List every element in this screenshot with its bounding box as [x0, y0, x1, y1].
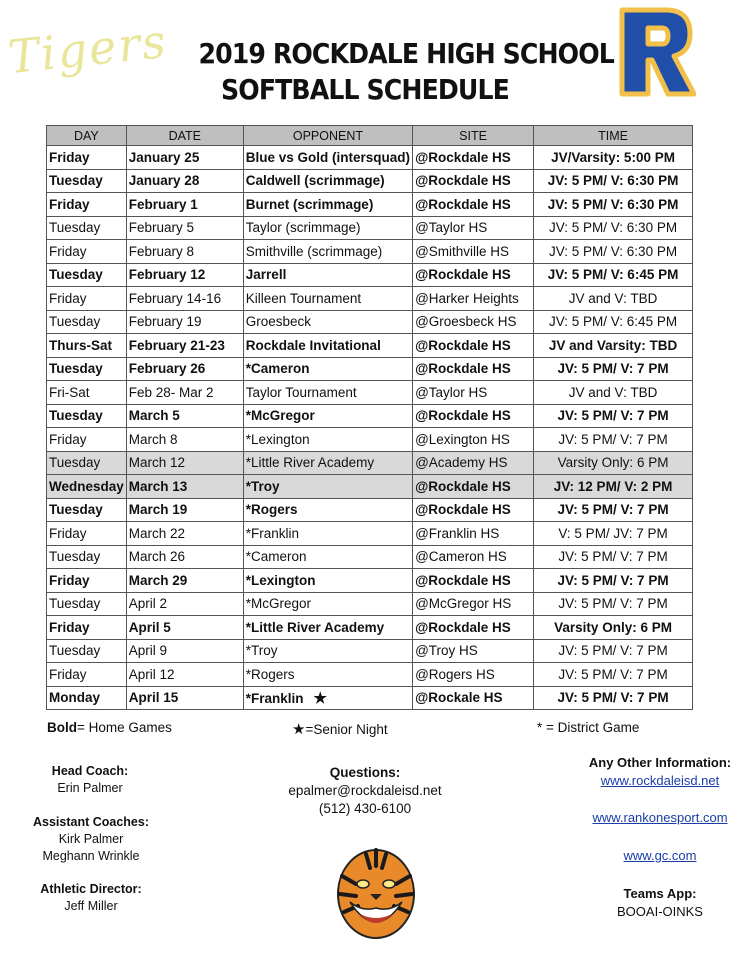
link-rankonesport[interactable]: www.rankonesport.com	[592, 810, 728, 825]
cell-time: JV: 5 PM/ V: 7 PM	[534, 357, 693, 381]
cell-site: @Rockdale HS	[413, 404, 534, 428]
table-row	[47, 428, 693, 452]
cell-date: March 26	[126, 545, 243, 569]
table-row	[47, 639, 693, 663]
cell-day: Tuesday	[47, 592, 127, 616]
cell-time: JV and V: TBD	[534, 287, 693, 311]
schedule-body	[47, 146, 693, 710]
cell-day: Tuesday	[47, 310, 127, 334]
cell-date: February 19	[126, 310, 243, 334]
title-line-1: 2019 ROCKDALE HIGH SCHOOL	[198, 37, 614, 70]
teams-app-block	[572, 885, 748, 921]
cell-time: JV: 5 PM/ V: 7 PM	[534, 663, 693, 687]
cell-opponent: Jarrell	[243, 263, 412, 287]
cell-opponent: *Lexington	[243, 569, 412, 593]
column-header-day: DAY	[47, 126, 127, 146]
cell-time: JV: 5 PM/ V: 6:30 PM	[534, 240, 693, 264]
cell-date: February 8	[126, 240, 243, 264]
tigers-logo: Tigers	[5, 13, 171, 85]
cell-day: Tuesday	[47, 498, 127, 522]
cell-opponent: *Little River Academy	[243, 451, 412, 475]
cell-time: JV: 5 PM/ V: 7 PM	[534, 404, 693, 428]
cell-date: February 26	[126, 357, 243, 381]
cell-date: Feb 28- Mar 2	[126, 381, 243, 405]
table-row	[47, 475, 693, 499]
cell-opponent: *Cameron	[243, 357, 412, 381]
cell-time: JV: 5 PM/ V: 6:30 PM	[534, 169, 693, 193]
cell-date: April 5	[126, 616, 243, 640]
table-row	[47, 451, 693, 475]
cell-date: April 12	[126, 663, 243, 687]
table-row	[47, 310, 693, 334]
cell-opponent: Blue vs Gold (intersquad)	[243, 146, 412, 170]
legend-district	[537, 720, 639, 735]
cell-day: Friday	[47, 663, 127, 687]
cell-date: April 15	[126, 686, 243, 710]
table-row	[47, 545, 693, 569]
athletic-director-label: Athletic Director:	[40, 882, 142, 896]
athletic-director-name: Jeff Miller	[64, 899, 118, 913]
cell-opponent: *McGregor	[243, 592, 412, 616]
cell-time: JV: 5 PM/ V: 7 PM	[534, 498, 693, 522]
cell-time: JV: 5 PM/ V: 7 PM	[534, 569, 693, 593]
head-coach-block	[40, 763, 140, 797]
table-row	[47, 592, 693, 616]
title-line-2: SOFTBALL SCHEDULE	[221, 73, 509, 106]
cell-site: @Smithville HS	[413, 240, 534, 264]
assistant-coaches-block	[30, 814, 152, 865]
cell-site: @Academy HS	[413, 451, 534, 475]
cell-day: Tuesday	[47, 216, 127, 240]
cell-day: Friday	[47, 616, 127, 640]
table-header-row	[47, 126, 693, 146]
cell-opponent: *Troy	[243, 475, 412, 499]
cell-opponent: *Rogers	[243, 498, 412, 522]
cell-day: Tuesday	[47, 404, 127, 428]
table-row	[47, 216, 693, 240]
cell-date: March 22	[126, 522, 243, 546]
cell-day: Fri-Sat	[47, 381, 127, 405]
table-row	[47, 404, 693, 428]
legend-bold	[47, 720, 172, 735]
cell-opponent: Burnet (scrimmage)	[243, 193, 412, 217]
cell-date: January 28	[126, 169, 243, 193]
senior-night-star-icon: ★	[313, 689, 327, 707]
table-row	[47, 263, 693, 287]
star-icon: ★	[292, 721, 306, 738]
cell-opponent: Killeen Tournament	[243, 287, 412, 311]
cell-site: @Rockdale HS	[413, 193, 534, 217]
legend-bold-word: Bold	[47, 720, 77, 735]
cell-site: @Rockale HS	[413, 686, 534, 710]
cell-time: JV: 5 PM/ V: 6:45 PM	[534, 310, 693, 334]
cell-day: Wednesday	[47, 475, 127, 499]
cell-opponent: Rockdale Invitational	[243, 334, 412, 358]
table-row	[47, 287, 693, 311]
cell-site: @Rockdale HS	[413, 498, 534, 522]
cell-time: JV: 5 PM/ V: 7 PM	[534, 545, 693, 569]
questions-phone: (512) 430-6100	[318, 801, 412, 816]
cell-opponent: *Lexington	[243, 428, 412, 452]
cell-time: JV: 5 PM/ V: 7 PM	[534, 428, 693, 452]
cell-site: @Cameron HS	[413, 545, 534, 569]
cell-time: JV and V: TBD	[534, 381, 693, 405]
cell-date: February 5	[126, 216, 243, 240]
cell-date: March 5	[126, 404, 243, 428]
asterisk-symbol: *	[537, 720, 543, 735]
cell-date: April 2	[126, 592, 243, 616]
column-header-opponent: OPPONENT	[243, 126, 412, 146]
table-row	[47, 686, 693, 710]
table-row	[47, 616, 693, 640]
cell-site: @Rockdale HS	[413, 334, 534, 358]
cell-time: JV: 5 PM/ V: 7 PM	[534, 639, 693, 663]
cell-opponent: *Rogers	[243, 663, 412, 687]
cell-day: Monday	[47, 686, 127, 710]
table-row	[47, 498, 693, 522]
table-row	[47, 169, 693, 193]
info-block	[572, 755, 748, 789]
table-row	[47, 522, 693, 546]
cell-opponent: *Cameron	[243, 545, 412, 569]
tiger-mascot-image	[330, 842, 422, 946]
assistant-coach-name: Meghann Wrinkle	[42, 849, 140, 863]
cell-time: JV: 5 PM/ V: 7 PM	[534, 592, 693, 616]
cell-day: Tuesday	[47, 545, 127, 569]
cell-site: @Rockdale HS	[413, 475, 534, 499]
questions-label: Questions:	[329, 765, 401, 780]
cell-site: @Rockdale HS	[413, 357, 534, 381]
cell-date: April 9	[126, 639, 243, 663]
cell-date: February 1	[126, 193, 243, 217]
cell-day: Tuesday	[47, 639, 127, 663]
cell-site: @Rockdale HS	[413, 616, 534, 640]
cell-time: JV: 5 PM/ V: 6:30 PM	[534, 193, 693, 217]
cell-time: JV/Varsity: 5:00 PM	[534, 146, 693, 170]
legend-district-text: = District Game	[542, 720, 640, 735]
cell-opponent: Caldwell (scrimmage)	[243, 169, 412, 193]
cell-opponent: Taylor (scrimmage)	[243, 216, 412, 240]
cell-day: Tuesday	[47, 263, 127, 287]
cell-date: March 13	[126, 475, 243, 499]
cell-date: January 25	[126, 146, 243, 170]
cell-day: Thurs-Sat	[47, 334, 127, 358]
cell-site: @Franklin HS	[413, 522, 534, 546]
cell-day: Friday	[47, 193, 127, 217]
cell-site: @Rockdale HS	[413, 569, 534, 593]
cell-date: March 8	[126, 428, 243, 452]
cell-site: @Harker Heights	[413, 287, 534, 311]
table-row	[47, 146, 693, 170]
table-row	[47, 240, 693, 264]
table-row	[47, 381, 693, 405]
table-row	[47, 357, 693, 381]
cell-date: March 12	[126, 451, 243, 475]
cell-site: @McGregor HS	[413, 592, 534, 616]
cell-day: Tuesday	[47, 357, 127, 381]
cell-date: February 14-16	[126, 287, 243, 311]
cell-site: @Taylor HS	[413, 216, 534, 240]
info-label: Any Other Information:	[588, 755, 732, 770]
cell-opponent: *Franklin	[243, 522, 412, 546]
assistant-coaches-label: Assistant Coaches:	[32, 815, 149, 829]
cell-time: JV: 5 PM/ V: 6:45 PM	[534, 263, 693, 287]
cell-site: @Groesbeck HS	[413, 310, 534, 334]
cell-opponent: *McGregor	[243, 404, 412, 428]
table-row	[47, 334, 693, 358]
cell-date: February 21-23	[126, 334, 243, 358]
legend-senior-night	[292, 720, 388, 738]
table-row	[47, 569, 693, 593]
cell-opponent: Smithville (scrimmage)	[243, 240, 412, 264]
cell-time: JV: 5 PM/ V: 7 PM	[534, 686, 693, 710]
link-rockdaleisd[interactable]: www.rockdaleisd.net	[600, 773, 720, 788]
rockdale-r-logo	[618, 6, 696, 98]
page-title	[198, 36, 614, 108]
athletic-director-block	[35, 881, 147, 915]
legend-bold-text: = Home Games	[77, 720, 172, 735]
cell-site: @Taylor HS	[413, 381, 534, 405]
cell-time: V: 5 PM/ JV: 7 PM	[534, 522, 693, 546]
cell-opponent: Taylor Tournament	[243, 381, 412, 405]
cell-time: JV and Varsity: TBD	[534, 334, 693, 358]
table-row	[47, 193, 693, 217]
cell-time: JV: 5 PM/ V: 6:30 PM	[534, 216, 693, 240]
cell-opponent: *Troy	[243, 639, 412, 663]
head-coach-name: Erin Palmer	[57, 781, 123, 795]
cell-day: Friday	[47, 569, 127, 593]
cell-day: Tuesday	[47, 169, 127, 193]
table-row	[47, 663, 693, 687]
cell-day: Friday	[47, 240, 127, 264]
cell-opponent: *Franklin ★	[243, 686, 412, 710]
cell-time: Varsity Only: 6 PM	[534, 451, 693, 475]
cell-day: Friday	[47, 146, 127, 170]
schedule-table	[46, 125, 693, 710]
questions-email[interactable]: epalmer@rockdaleisd.net	[288, 783, 442, 798]
cell-site: @Lexington HS	[413, 428, 534, 452]
head-coach-label: Head Coach:	[51, 764, 129, 778]
cell-site: @Rockdale HS	[413, 169, 534, 193]
cell-date: March 19	[126, 498, 243, 522]
cell-site: @Rockdale HS	[413, 146, 534, 170]
legend-star-text: =Senior Night	[305, 722, 388, 737]
questions-block	[275, 764, 455, 818]
cell-time: Varsity Only: 6 PM	[534, 616, 693, 640]
cell-day: Friday	[47, 522, 127, 546]
cell-date: March 29	[126, 569, 243, 593]
cell-site: @Troy HS	[413, 639, 534, 663]
column-header-date: DATE	[126, 126, 243, 146]
teams-app-label: Teams App:	[623, 886, 697, 901]
teams-app-code: BOOAI-OINKS	[617, 904, 703, 919]
cell-site: @Rogers HS	[413, 663, 534, 687]
cell-day: Friday	[47, 287, 127, 311]
cell-date: February 12	[126, 263, 243, 287]
link-gc[interactable]: www.gc.com	[623, 848, 697, 863]
column-header-time: TIME	[534, 126, 693, 146]
cell-opponent: *Little River Academy	[243, 616, 412, 640]
cell-site: @Rockdale HS	[413, 263, 534, 287]
column-header-site: SITE	[413, 126, 534, 146]
cell-time: JV: 12 PM/ V: 2 PM	[534, 475, 693, 499]
cell-opponent: Groesbeck	[243, 310, 412, 334]
assistant-coach-name: Kirk Palmer	[58, 832, 124, 846]
cell-day: Tuesday	[47, 451, 127, 475]
cell-day: Friday	[47, 428, 127, 452]
